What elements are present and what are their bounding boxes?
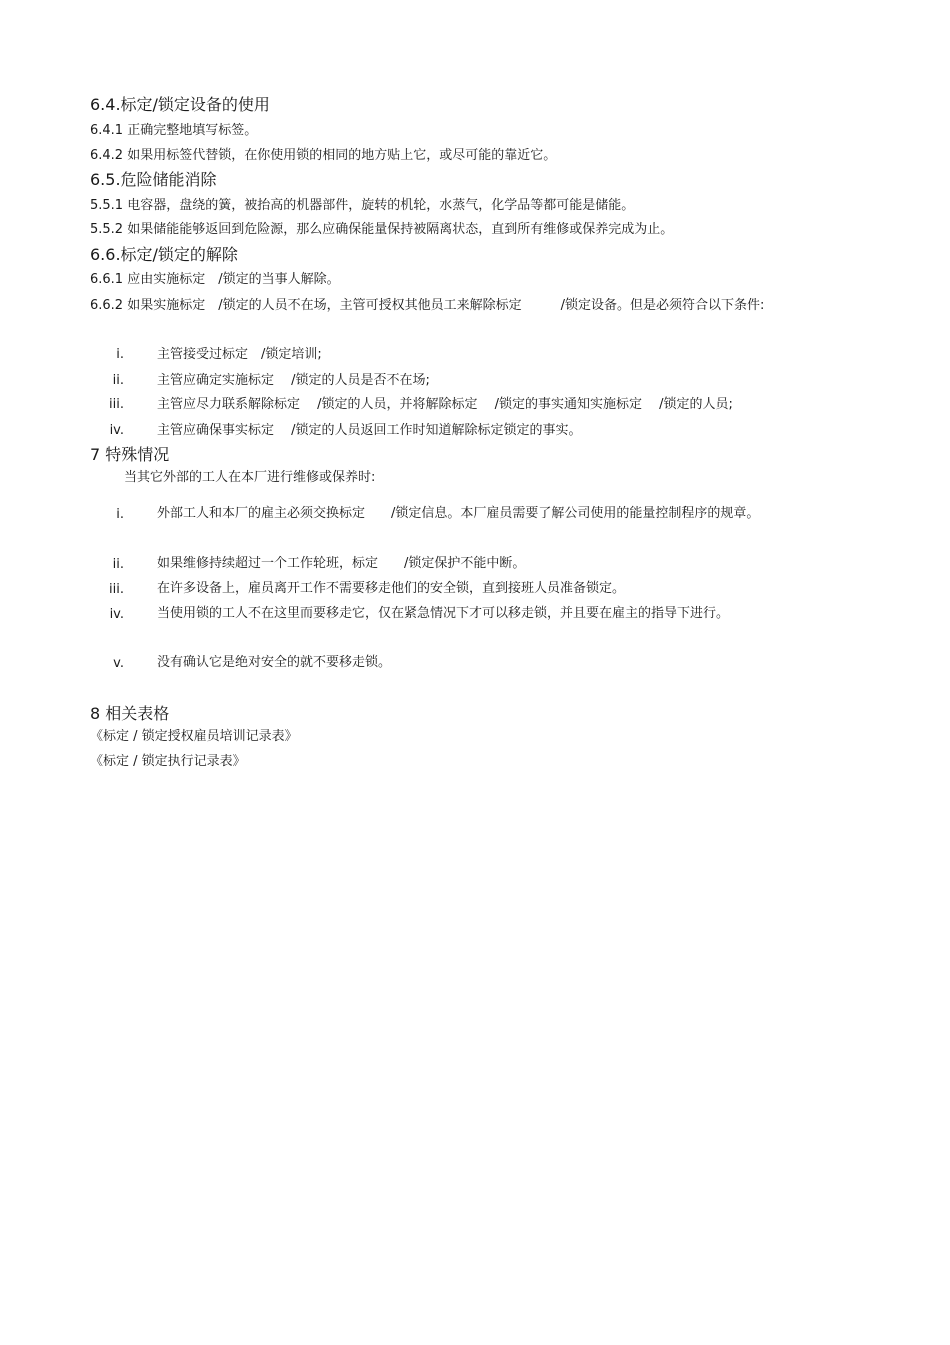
paragraph-6-4-1: 6.4.1 正确完整地填写标签。 bbox=[90, 123, 258, 138]
list-item-text: 主管应确保事实标定 /锁定的人员返回工作时知道解除标定锁定的事实。 bbox=[157, 423, 582, 438]
list-item-text: 在许多设备上，雇员离开工作不需要移走他们的安全锁，直到接班人员准备锁定。 bbox=[157, 581, 626, 596]
list-item-text: 主管接受过标定 /锁定培训; bbox=[157, 347, 322, 362]
paragraph-7-intro: 当其它外部的工人在本厂进行维修或保养时: bbox=[124, 470, 376, 485]
list-item-text: 当使用锁的工人不在这里而要移走它，仅在紧急情况下才可以移走锁，并且要在雇主的指导下进行。 bbox=[157, 606, 730, 621]
paragraph-5-5-2: 5.5.2 如果储能能够返回到危险源，那么应确保能量保持被隔离状态，直到所有维修或保养完成为止。 bbox=[90, 222, 674, 237]
list-item-text: 主管应尽力联系解除标定 /锁定的人员，并将解除标定 /锁定的事实通知实施标定 /锁定的人员; bbox=[157, 397, 733, 412]
list-item-number: iv. bbox=[109, 423, 124, 438]
list-item-number: i. bbox=[116, 347, 124, 362]
paragraph-6-6-1: 6.6.1 应由实施标定 /锁定的当事人解除。 bbox=[90, 272, 340, 287]
related-form-2: 《标定 / 锁定执行记录表》 bbox=[90, 754, 246, 769]
list-item-text: 外部工人和本厂的雇主必须交换标定 /锁定信息。本厂雇员需要了解公司使用的能量控制程序的规章。 bbox=[157, 506, 760, 521]
section-heading-8: 8 相关表格 bbox=[90, 704, 170, 723]
paragraph-5-5-1: 5.5.1 电容器，盘绕的簧，被抬高的机器部件，旋转的机轮，水蒸气，化学品等都可能是储能。 bbox=[90, 198, 635, 213]
list-item-number: iii. bbox=[109, 582, 124, 597]
list-item-number: ii. bbox=[112, 557, 124, 572]
paragraph-6-6-2: 6.6.2 如果实施标定 /锁定的人员不在场，主管可授权其他员工来解除标定 /锁定设备。但是必须符合以下条件: bbox=[90, 298, 765, 313]
section-heading-6-4: 6.4.标定/锁定设备的使用 bbox=[90, 95, 270, 114]
section-heading-6-5: 6.5.危险储能消除 bbox=[90, 170, 217, 189]
list-item-number: ii. bbox=[112, 373, 124, 388]
list-item-number: iii. bbox=[109, 397, 124, 412]
section-heading-7: 7 特殊情况 bbox=[90, 445, 170, 464]
list-item-number: i. bbox=[116, 507, 124, 522]
paragraph-6-4-2: 6.4.2 如果用标签代替锁，在你使用锁的相同的地方贴上它，或尽可能的靠近它。 bbox=[90, 148, 557, 163]
section-heading-6-6: 6.6.标定/锁定的解除 bbox=[90, 245, 238, 264]
list-item-text: 主管应确定实施标定 /锁定的人员是否不在场; bbox=[157, 373, 430, 388]
list-item-number: iv. bbox=[109, 607, 124, 622]
list-item-text: 没有确认它是绝对安全的就不要移走锁。 bbox=[157, 655, 392, 670]
related-form-1: 《标定 / 锁定授权雇员培训记录表》 bbox=[90, 729, 298, 744]
list-item-text: 如果维修持续超过一个工作轮班，标定 /锁定保护不能中断。 bbox=[157, 556, 526, 571]
list-item-number: v. bbox=[113, 656, 124, 671]
